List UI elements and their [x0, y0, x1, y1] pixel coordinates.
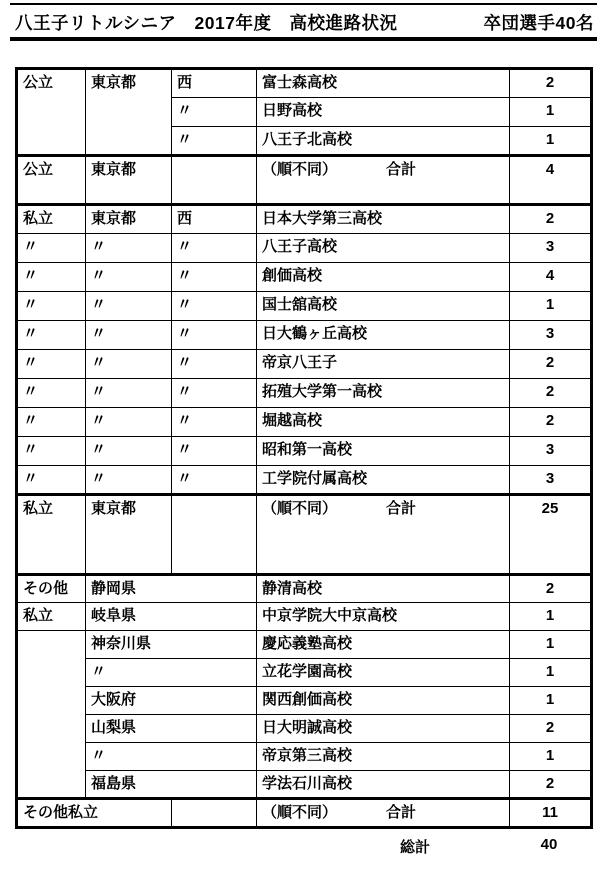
prefecture-cell: 〃 [86, 466, 172, 495]
count-cell: 2 [510, 575, 592, 603]
category-cell: 〃 [17, 408, 86, 437]
category-cell: 〃 [17, 379, 86, 408]
count-cell: 3 [510, 321, 592, 350]
count-cell: 1 [510, 603, 592, 631]
category-cell: 〃 [17, 263, 86, 292]
count-cell: 25 [510, 495, 592, 575]
table-row [17, 771, 592, 799]
school-cell: 中京学院大中京高校 [257, 603, 510, 631]
prefecture-cell: 〃 [86, 437, 172, 466]
prefecture-cell: 東京都 [86, 495, 172, 575]
district-cell: 〃 [172, 466, 257, 495]
note-cell [257, 495, 510, 575]
prefecture-cell: 岐阜県 [86, 603, 257, 631]
school-cell: 工学院付属高校 [257, 466, 510, 495]
school-cell: 富士森高校 [257, 69, 510, 98]
school-cell: 静清高校 [257, 575, 510, 603]
empty-cell [17, 631, 86, 799]
district-cell: 〃 [172, 350, 257, 379]
school-cell: 関西創価高校 [257, 687, 510, 715]
count-cell: 1 [510, 659, 592, 687]
summary-row [17, 799, 592, 828]
district-cell: 〃 [172, 98, 257, 127]
prefecture-cell: 東京都 [86, 69, 172, 156]
district-cell: 〃 [172, 127, 257, 156]
category-cell: 〃 [17, 234, 86, 263]
school-cell: 立花学園高校 [257, 659, 510, 687]
prefecture-cell: 〃 [86, 350, 172, 379]
table-row [17, 466, 592, 495]
district-cell: 西 [172, 69, 257, 98]
school-cell: 国士舘高校 [257, 292, 510, 321]
school-cell: 八王子高校 [257, 234, 510, 263]
category-cell: 私立 [17, 495, 86, 575]
table-row [17, 659, 592, 687]
grand-total-value: 40 [540, 836, 558, 853]
table-row [17, 743, 592, 771]
district-cell: 〃 [172, 263, 257, 292]
grand-total-row [15, 836, 590, 860]
school-cell: 帝京第三高校 [257, 743, 510, 771]
table-row [17, 603, 592, 631]
district-cell: 〃 [172, 437, 257, 466]
count-cell: 1 [510, 127, 592, 156]
prefecture-cell: 〃 [86, 234, 172, 263]
table-row [17, 379, 592, 408]
count-cell: 2 [510, 350, 592, 379]
prefecture-cell: 神奈川県 [86, 631, 257, 659]
prefecture-cell: 〃 [86, 263, 172, 292]
district-cell: 〃 [172, 379, 257, 408]
title-rule [10, 37, 597, 41]
school-cell: 創価高校 [257, 263, 510, 292]
empty-cell [172, 495, 257, 575]
grand-total-label: 総計 [400, 839, 431, 856]
count-cell: 2 [510, 69, 592, 98]
count-cell: 4 [510, 263, 592, 292]
table-row [17, 687, 592, 715]
category-cell: 〃 [17, 466, 86, 495]
category-cell: 〃 [17, 321, 86, 350]
school-cell: 学法石川高校 [257, 771, 510, 799]
page-title [15, 12, 610, 34]
subtotal-label: 合計 [386, 161, 417, 178]
table-row [17, 292, 592, 321]
school-cell: 八王子北高校 [257, 127, 510, 156]
title-right: 卒団選手40名 [483, 13, 594, 33]
table-row [17, 321, 592, 350]
empty-cell [172, 156, 257, 205]
empty-cell [172, 799, 257, 828]
unordered-note: （順不同） [262, 804, 338, 821]
prefecture-cell: 山梨県 [86, 715, 257, 743]
prefecture-cell: 〃 [86, 659, 257, 687]
prefecture-cell: 〃 [86, 408, 172, 437]
summary-row [17, 495, 592, 575]
school-cell: 慶応義塾高校 [257, 631, 510, 659]
district-cell: 〃 [172, 292, 257, 321]
prefecture-cell: 大阪府 [86, 687, 257, 715]
note-cell [257, 156, 510, 205]
table-row [17, 350, 592, 379]
prefecture-cell: 〃 [86, 743, 257, 771]
prefecture-cell: 福島県 [86, 771, 257, 799]
results-table [15, 67, 593, 829]
school-cell: 日大明誠高校 [257, 715, 510, 743]
category-cell: 〃 [17, 350, 86, 379]
district-cell: 西 [172, 205, 257, 234]
count-cell: 1 [510, 743, 592, 771]
unordered-note: （順不同） [262, 500, 338, 517]
prefecture-cell: 〃 [86, 321, 172, 350]
prefecture-cell: 〃 [86, 379, 172, 408]
top-rule [10, 3, 597, 5]
count-cell: 1 [510, 631, 592, 659]
school-cell: 帝京八王子 [257, 350, 510, 379]
count-cell: 11 [510, 799, 592, 828]
category-cell: その他 [17, 575, 86, 603]
table-row [17, 408, 592, 437]
count-cell: 3 [510, 234, 592, 263]
count-cell: 3 [510, 466, 592, 495]
category-cell: 〃 [17, 292, 86, 321]
category-cell: 公立 [17, 69, 86, 156]
count-cell: 1 [510, 292, 592, 321]
count-cell: 2 [510, 379, 592, 408]
category-cell: 私立 [17, 205, 86, 234]
table-row [17, 234, 592, 263]
count-cell: 1 [510, 98, 592, 127]
count-cell: 2 [510, 205, 592, 234]
summary-row [17, 156, 592, 205]
category-cell: 公立 [17, 156, 86, 205]
table-row [17, 205, 592, 234]
category-cell: 私立 [17, 603, 86, 631]
table-row [17, 437, 592, 466]
prefecture-cell: 静岡県 [86, 575, 257, 603]
district-cell: 〃 [172, 234, 257, 263]
category-cell: 〃 [17, 437, 86, 466]
count-cell: 1 [510, 687, 592, 715]
count-cell: 2 [510, 408, 592, 437]
note-cell [257, 799, 510, 828]
school-cell: 堀越高校 [257, 408, 510, 437]
school-cell: 日本大学第三高校 [257, 205, 510, 234]
school-cell: 日野高校 [257, 98, 510, 127]
prefecture-cell: 〃 [86, 292, 172, 321]
count-cell: 3 [510, 437, 592, 466]
table-row [17, 631, 592, 659]
count-cell: 4 [510, 156, 592, 205]
prefecture-cell: 東京都 [86, 205, 172, 234]
table-row [17, 69, 592, 98]
table-row [17, 715, 592, 743]
subtotal-label: 合計 [386, 500, 417, 517]
school-cell: 日大鶴ヶ丘高校 [257, 321, 510, 350]
prefecture-cell: 東京都 [86, 156, 172, 205]
table-row [17, 263, 592, 292]
category-cell: その他私立 [17, 799, 172, 828]
title-left: 八王子リトルシニア 2017年度 高校進路状況 [15, 13, 398, 33]
subtotal-label: 合計 [386, 804, 417, 821]
count-cell: 2 [510, 771, 592, 799]
table-row [17, 575, 592, 603]
school-cell: 拓殖大学第一高校 [257, 379, 510, 408]
district-cell: 〃 [172, 408, 257, 437]
count-cell: 2 [510, 715, 592, 743]
school-cell: 昭和第一高校 [257, 437, 510, 466]
unordered-note: （順不同） [262, 161, 338, 178]
district-cell: 〃 [172, 321, 257, 350]
